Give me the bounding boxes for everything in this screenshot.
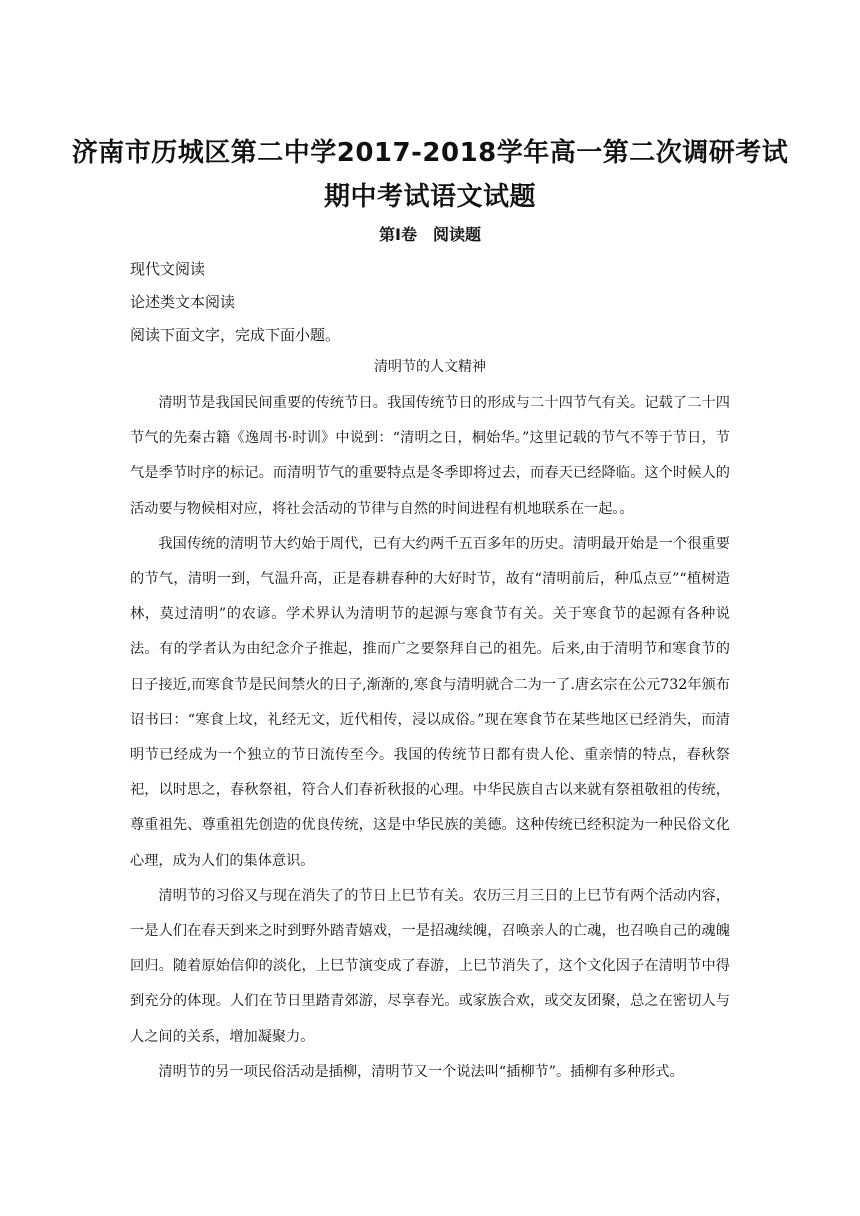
subsection-label: 论述类文本阅读 <box>130 293 236 311</box>
instruction-text: 阅读下面文字，完成下面小题。 <box>130 326 341 344</box>
section-label: 现代文阅读 <box>130 260 206 278</box>
article-paragraph-1: 清明节是我国民间重要的传统节日。我国传统节日的形成与二十四节气有关。记载了二十四节气的先秦古籍《逸周书·时训》中说到：“清明之日，桐始华。”这里记载的节气不等于节日，节气是季节时序的标记。而清明节气的重要特点是冬季即将过去，而春天已经降临。这个时候人的活动要与物候相对应，将社会活动的节律与自然的时间进程有机地联系在一起。。 <box>130 395 730 517</box>
article-paragraph-4: 清明节的另一项民俗活动是插柳，清明节又一个说法叫“插柳节”。插柳有多种形式。 <box>158 1063 684 1080</box>
article-title: 清明节的人文精神 <box>374 359 486 375</box>
exam-title-line1: 济南市历城区第二中学2017-2018学年高一第二次调研考试 <box>71 138 789 168</box>
article-body <box>130 386 730 1090</box>
part-heading: 第Ⅰ卷 阅读题 <box>379 225 481 244</box>
article-paragraph-3: 清明节的习俗又与现在消失了的节日上巳节有关。农历三月三日的上巳节有两个活动内容，一是人们在春天到来之时到野外踏青嬉戏，一是招魂续魄，召唤亲人的亡魂，也召唤自己的魂魄回归。随着原始信仰的淡化，上巳节演变成了春游，上巳节消失了，这个文化因子在清明节中得到充分的体现。人们在节日里踏青郊游，尽享春光。或家族合欢，或交友团聚，总之在密切人与人之间的关系，增加凝聚力。 <box>130 887 730 1045</box>
article-paragraph-2: 我国传统的清明节大约始于周代，已有大约两千五百多年的历史。清明最开始是一个很重要的节气，清明一到，气温升高，正是春耕春种的大好时节，故有“清明前后，种瓜点豆”“植树造林，莫过清明”的农谚。学术界认为清明节的起源与寒食节有关。关于寒食节的起源有各种说法。有的学者认为由纪念介子推起，推而广之要祭拜自己的祖先。后来,由于清明节和寒食节的日子接近,而寒食节是民间禁火的日子,渐渐的,寒食与清明就合二为一了.唐玄宗在公元732年颁布诏书曰：“寒食上坟，礼经无文，近代相传，浸以成俗。”现在寒食节在某些地区已经消失，而清明节已经成为一个独立的节日流传至今。我国的传统节日都有贵人伦、重亲情的特点，春秋祭祀，以时思之，春秋祭祖，符合人们春祈秋报的心理。中华民族自古以来就有祭祖敬祖的传统，尊重祖先、尊重祖先创造的优良传统，这是中华民族的美德。这种传统已经积淀为一种民俗文化心理，成为人们的集体意识。 <box>130 535 730 869</box>
exam-title-line2: 期中考试语文试题 <box>323 182 536 212</box>
